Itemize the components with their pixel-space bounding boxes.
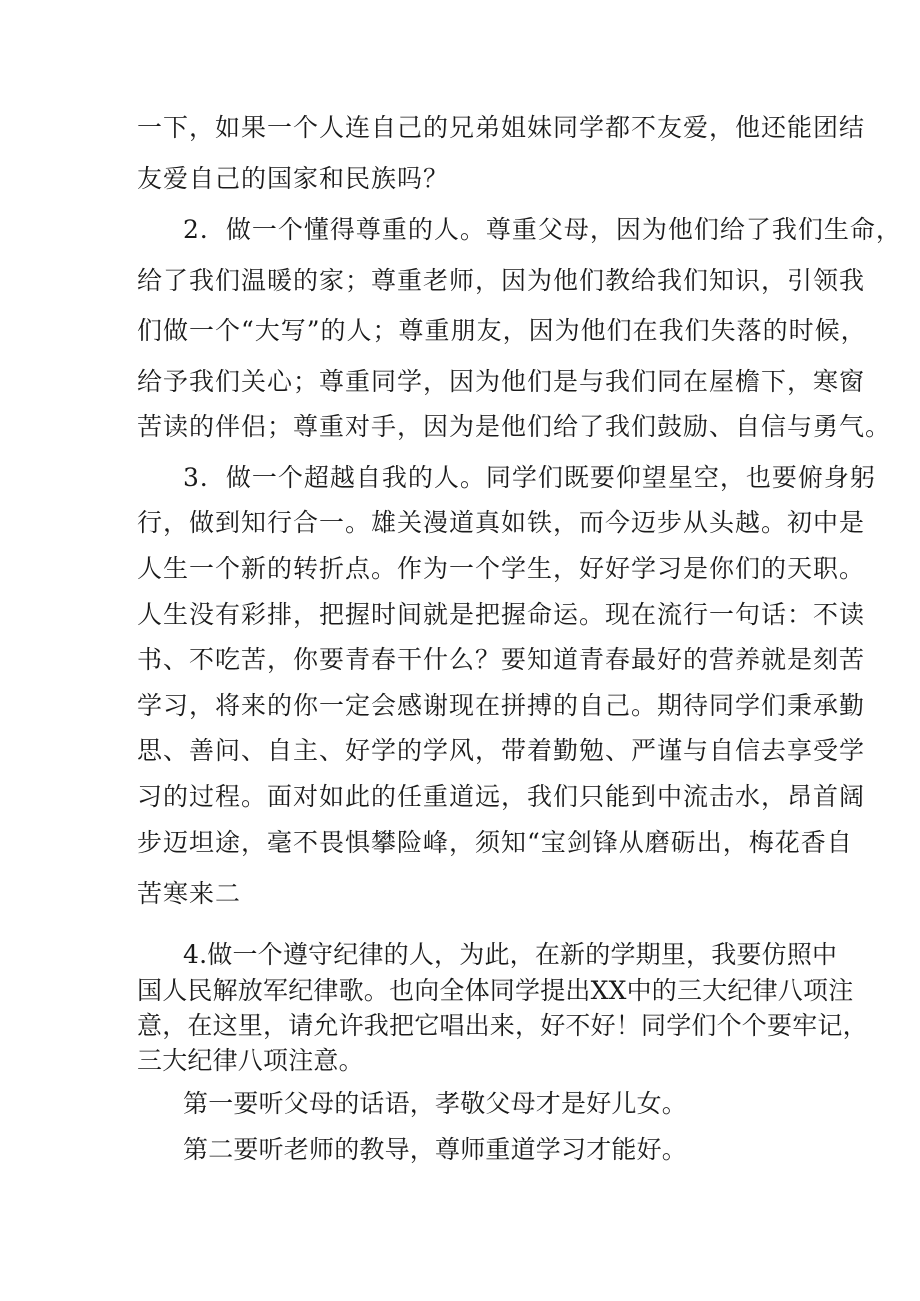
text-line: 三大纪律八项注意。: [137, 1046, 364, 1075]
text-line: 人生没有彩排，把握时间就是把握命运。现在流行一句话：不读: [137, 600, 866, 629]
text-line: 习的过程。面对如此的任重道远，我们只能到中流击水，昂首阔: [137, 782, 866, 811]
text-line: 一下，如果一个人连自己的兄弟姐妹同学都不友爱，他还能团结: [137, 113, 866, 142]
text-line: 第一要听父母的话语，孝敬父母才是好儿女。: [183, 1089, 688, 1118]
text-line: 行，做到知行合一。雄关漫道真如铁，而今迈步从头越。初中是: [137, 508, 866, 537]
text-line: 2．做一个懂得尊重的人。尊重父母，因为他们给了我们生命，: [183, 215, 902, 244]
text-line: 苦读的伴侣；尊重对手，因为是他们给了我们鼓励、自信与勇气。: [137, 412, 892, 441]
text-line: 步迈坦途，毫不畏惧攀险峰，须知“宝剑锋从磨砺出，梅花香自: [137, 828, 853, 857]
text-line: 人生一个新的转折点。作为一个学生，好好学习是你们的天职。: [137, 554, 866, 583]
text-line: 3．做一个超越自我的人。同学们既要仰望星空，也要俯身躬: [183, 463, 876, 492]
text-line: 学习，将来的你一定会感谢现在拼搏的自己。期待同学们秉承勤: [137, 691, 866, 720]
text-line: 意，在这里，请允许我把它唱出来，好不好！同学们个个要牢记，: [137, 1011, 868, 1040]
text-line: 书、不吃苦，你要青春干什么？要知道青春最好的营养就是刻苦: [137, 645, 866, 674]
text-line: 友爱自己的国家和民族吗？: [137, 164, 450, 193]
text-line: 们做一个“大写”的人；尊重朋友，因为他们在我们失落的时候，: [137, 316, 867, 345]
text-line: 思、善问、自主、好学的学风，带着勤勉、严谨与自信去享受学: [137, 736, 866, 765]
text-line: 第二要听老师的教导，尊师重道学习才能好。: [183, 1135, 688, 1164]
text-line: 给予我们关心；尊重同学，因为他们是与我们同在屋檐下，寒窗: [137, 367, 866, 396]
text-line: 给了我们温暖的家；尊重老师，因为他们教给我们知识，引领我: [137, 266, 866, 295]
text-line: 苦寒来二: [137, 879, 242, 908]
text-line: 4.做一个遵守纪律的人，为此，在新的学期里，我要仿照中: [183, 940, 838, 969]
text-line: 国人民解放军纪律歌。也向全体同学提出XX中的三大纪律八项注: [137, 976, 854, 1005]
